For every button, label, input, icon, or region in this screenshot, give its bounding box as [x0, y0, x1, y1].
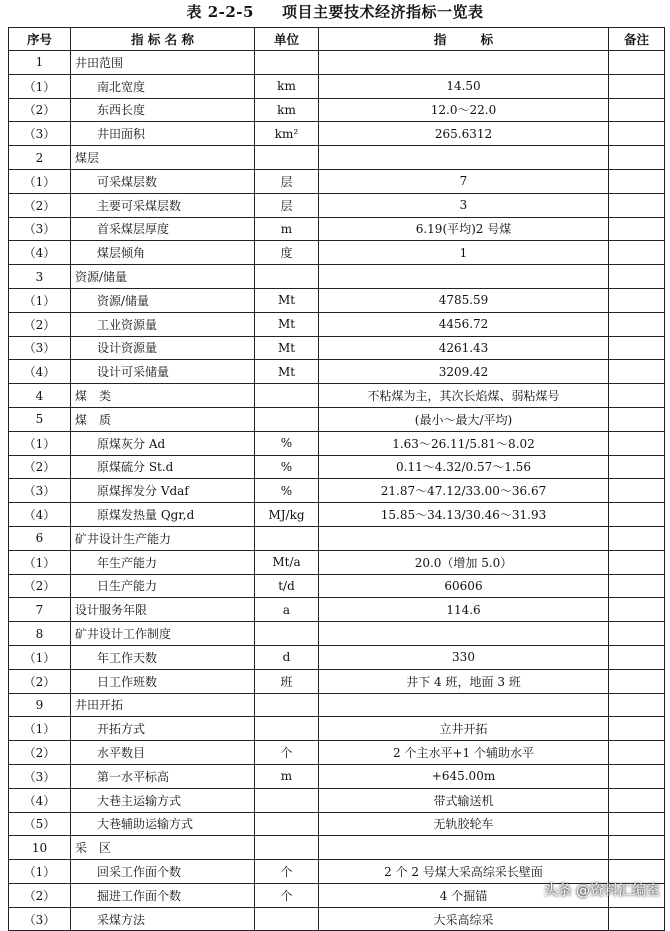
row-number: 3: [9, 265, 71, 289]
row-value: 14.50: [319, 74, 609, 98]
row-unit: %: [255, 431, 319, 455]
row-number: （4）: [9, 503, 71, 527]
row-value: [319, 265, 609, 289]
row-number: （1）: [9, 288, 71, 312]
row-remark: [609, 241, 665, 265]
row-value: 114.6: [319, 598, 609, 622]
row-number: 1: [9, 51, 71, 75]
row-value: +645.00m: [319, 764, 609, 788]
row-remark: [609, 741, 665, 765]
row-number: 6: [9, 526, 71, 550]
table-row: [9, 122, 665, 146]
table-row: [9, 550, 665, 574]
row-unit: Mt/a: [255, 550, 319, 574]
row-name: 开拓方式: [71, 717, 255, 741]
row-unit: [255, 622, 319, 646]
row-number: （2）: [9, 669, 71, 693]
row-name: 第一水平标高: [71, 764, 255, 788]
row-name: 南北宽度: [71, 74, 255, 98]
table-number: 表 2-2-5: [186, 3, 254, 21]
table-row: [9, 812, 665, 836]
row-remark: [609, 431, 665, 455]
row-remark: [609, 146, 665, 170]
row-number: （4）: [9, 788, 71, 812]
row-remark: [609, 360, 665, 384]
row-remark: [609, 51, 665, 75]
table-row: [9, 169, 665, 193]
row-value: 3: [319, 193, 609, 217]
row-value: 12.0～22.0: [319, 98, 609, 122]
row-value: 4261.43: [319, 336, 609, 360]
row-name: 大巷辅助运输方式: [71, 812, 255, 836]
row-unit: 个: [255, 883, 319, 907]
row-number: （3）: [9, 764, 71, 788]
row-remark: [609, 455, 665, 479]
row-name: 原煤硫分 St.d: [71, 455, 255, 479]
table-row: [9, 312, 665, 336]
row-number: 4: [9, 384, 71, 408]
row-value: 15.85～34.13/30.46～31.93: [319, 503, 609, 527]
row-value: [319, 622, 609, 646]
row-unit: Mt: [255, 312, 319, 336]
header-row: [9, 28, 665, 51]
row-name: 井田范围: [71, 51, 255, 75]
row-unit: 层: [255, 169, 319, 193]
row-name: 年工作天数: [71, 645, 255, 669]
table-row: [9, 265, 665, 289]
row-number: （5）: [9, 812, 71, 836]
table-row: [9, 360, 665, 384]
row-name: 日生产能力: [71, 574, 255, 598]
row-name: 原煤灰分 Ad: [71, 431, 255, 455]
row-number: （1）: [9, 717, 71, 741]
table-row: [9, 74, 665, 98]
row-name: 工业资源量: [71, 312, 255, 336]
row-value: 大采高综采: [319, 907, 609, 931]
row-unit: Mt: [255, 288, 319, 312]
row-number: （4）: [9, 360, 71, 384]
row-value: 3209.42: [319, 360, 609, 384]
row-remark: [609, 193, 665, 217]
row-remark: [609, 407, 665, 431]
table-row: [9, 431, 665, 455]
row-unit: [255, 51, 319, 75]
row-remark: [609, 503, 665, 527]
row-number: （1）: [9, 431, 71, 455]
row-unit: [255, 717, 319, 741]
row-value: 井下 4 班，地面 3 班: [319, 669, 609, 693]
row-unit: d: [255, 645, 319, 669]
row-unit: 个: [255, 741, 319, 765]
row-name: 东西长度: [71, 98, 255, 122]
row-remark: [609, 526, 665, 550]
table-title: [0, 0, 670, 24]
row-unit: t/d: [255, 574, 319, 598]
row-number: （3）: [9, 907, 71, 931]
table-row: [9, 146, 665, 170]
row-number: 5: [9, 407, 71, 431]
row-remark: [609, 907, 665, 931]
row-value: 21.87～47.12/33.00～36.67: [319, 479, 609, 503]
header-value: 指 标: [319, 28, 609, 51]
row-value: 1: [319, 241, 609, 265]
row-number: 2: [9, 146, 71, 170]
row-value: 带式输送机: [319, 788, 609, 812]
table-row: [9, 788, 665, 812]
row-value: 6.19(平均)2 号煤: [319, 217, 609, 241]
row-unit: [255, 526, 319, 550]
row-unit: 班: [255, 669, 319, 693]
row-number: （1）: [9, 550, 71, 574]
row-name: 首采煤层厚度: [71, 217, 255, 241]
row-value: 2 个主水平+1 个辅助水平: [319, 741, 609, 765]
table-row: [9, 503, 665, 527]
row-remark: [609, 288, 665, 312]
table-row: [9, 741, 665, 765]
row-remark: [609, 384, 665, 408]
row-value: [319, 51, 609, 75]
table-row: [9, 764, 665, 788]
row-remark: [609, 764, 665, 788]
row-name: 可采煤层数: [71, 169, 255, 193]
row-remark: [609, 669, 665, 693]
watermark: 头条 @资料汇编室: [543, 883, 660, 899]
row-number: （2）: [9, 741, 71, 765]
row-remark: [609, 812, 665, 836]
row-unit: [255, 693, 319, 717]
row-unit: %: [255, 455, 319, 479]
row-value: 4785.59: [319, 288, 609, 312]
row-number: （3）: [9, 336, 71, 360]
row-remark: [609, 217, 665, 241]
row-number: （3）: [9, 217, 71, 241]
row-number: 10: [9, 836, 71, 860]
table-body: [9, 51, 665, 931]
table-row: [9, 98, 665, 122]
row-value: 无轨胶轮车: [319, 812, 609, 836]
table-row: [9, 645, 665, 669]
row-value: [319, 836, 609, 860]
row-unit: km: [255, 98, 319, 122]
row-name: 煤层: [71, 146, 255, 170]
row-value: 立井开拓: [319, 717, 609, 741]
table-row: [9, 51, 665, 75]
row-number: （2）: [9, 574, 71, 598]
row-value: 60606: [319, 574, 609, 598]
row-name: 资源/储量: [71, 265, 255, 289]
row-unit: [255, 788, 319, 812]
row-number: （4）: [9, 241, 71, 265]
row-name: 资源/储量: [71, 288, 255, 312]
row-value: 4456.72: [319, 312, 609, 336]
row-value: 265.6312: [319, 122, 609, 146]
row-name: 采 区: [71, 836, 255, 860]
row-value: [319, 526, 609, 550]
row-value: 0.11～4.32/0.57～1.56: [319, 455, 609, 479]
row-name: 回采工作面个数: [71, 860, 255, 884]
table-row: [9, 193, 665, 217]
row-unit: 层: [255, 193, 319, 217]
row-value: 330: [319, 645, 609, 669]
table-caption: 项目主要技术经济指标一览表: [281, 3, 484, 21]
table-row: [9, 407, 665, 431]
row-remark: [609, 169, 665, 193]
row-value: 4 个掘锚: [319, 883, 609, 907]
table-row: [9, 241, 665, 265]
table-row: [9, 717, 665, 741]
header-remark: 备注: [609, 28, 665, 51]
row-remark: [609, 598, 665, 622]
row-remark: [609, 717, 665, 741]
row-unit: m: [255, 217, 319, 241]
row-number: （2）: [9, 455, 71, 479]
table-row: [9, 384, 665, 408]
row-name: 设计服务年限: [71, 598, 255, 622]
table-row: [9, 479, 665, 503]
row-value: [319, 693, 609, 717]
table-row: [9, 217, 665, 241]
row-name: 煤 质: [71, 407, 255, 431]
row-unit: km²: [255, 122, 319, 146]
table-row: [9, 526, 665, 550]
row-remark: [609, 336, 665, 360]
row-unit: %: [255, 479, 319, 503]
table-row: [9, 574, 665, 598]
row-value: 7: [319, 169, 609, 193]
table-row: [9, 907, 665, 931]
row-number: （1）: [9, 860, 71, 884]
row-number: （1）: [9, 74, 71, 98]
table-row: [9, 693, 665, 717]
row-remark: [609, 788, 665, 812]
row-number: （3）: [9, 479, 71, 503]
row-unit: Mt: [255, 336, 319, 360]
row-number: （3）: [9, 122, 71, 146]
row-unit: [255, 384, 319, 408]
row-unit: 个: [255, 860, 319, 884]
row-name: 原煤挥发分 Vdaf: [71, 479, 255, 503]
row-name: 年生产能力: [71, 550, 255, 574]
row-value: (最小～最大/平均): [319, 407, 609, 431]
row-unit: m: [255, 764, 319, 788]
row-name: 矿井设计生产能力: [71, 526, 255, 550]
row-remark: [609, 312, 665, 336]
row-remark: [609, 693, 665, 717]
row-number: （1）: [9, 645, 71, 669]
header-no: 序号: [9, 28, 71, 51]
table-row: [9, 336, 665, 360]
header-name: 指 标 名 称: [71, 28, 255, 51]
row-number: （2）: [9, 312, 71, 336]
row-unit: [255, 907, 319, 931]
row-name: 井田开拓: [71, 693, 255, 717]
row-number: （1）: [9, 169, 71, 193]
row-remark: [609, 836, 665, 860]
row-unit: [255, 407, 319, 431]
row-name: 掘进工作面个数: [71, 883, 255, 907]
row-value: 20.0（增加 5.0）: [319, 550, 609, 574]
row-number: 7: [9, 598, 71, 622]
row-remark: [609, 265, 665, 289]
row-name: 煤层倾角: [71, 241, 255, 265]
row-unit: [255, 836, 319, 860]
row-number: 8: [9, 622, 71, 646]
row-name: 矿井设计工作制度: [71, 622, 255, 646]
row-name: 水平数目: [71, 741, 255, 765]
table-row: [9, 836, 665, 860]
row-name: 原煤发热量 Qgr,d: [71, 503, 255, 527]
row-number: （2）: [9, 98, 71, 122]
row-remark: [609, 645, 665, 669]
row-name: 井田面积: [71, 122, 255, 146]
row-remark: [609, 479, 665, 503]
row-unit: [255, 146, 319, 170]
row-number: （2）: [9, 193, 71, 217]
table-row: [9, 455, 665, 479]
row-unit: a: [255, 598, 319, 622]
row-remark: [609, 98, 665, 122]
row-unit: [255, 812, 319, 836]
row-name: 日工作班数: [71, 669, 255, 693]
row-remark: [609, 122, 665, 146]
row-unit: 度: [255, 241, 319, 265]
row-name: 主要可采煤层数: [71, 193, 255, 217]
row-value: 2 个 2 号煤大采高综采长壁面: [319, 860, 609, 884]
row-value: 1.63～26.11/5.81～8.02: [319, 431, 609, 455]
row-value: [319, 146, 609, 170]
table-row: [9, 288, 665, 312]
row-name: 大巷主运输方式: [71, 788, 255, 812]
table-row: [9, 622, 665, 646]
row-remark: [609, 574, 665, 598]
row-name: 设计可采储量: [71, 360, 255, 384]
row-name: 煤 类: [71, 384, 255, 408]
row-number: 9: [9, 693, 71, 717]
row-unit: [255, 265, 319, 289]
row-name: 采煤方法: [71, 907, 255, 931]
row-unit: Mt: [255, 360, 319, 384]
row-unit: km: [255, 74, 319, 98]
header-unit: 单位: [255, 28, 319, 51]
table-row: [9, 669, 665, 693]
row-name: 设计资源量: [71, 336, 255, 360]
row-remark: [609, 622, 665, 646]
row-remark: [609, 550, 665, 574]
row-number: （2）: [9, 883, 71, 907]
row-unit: MJ/kg: [255, 503, 319, 527]
table-row: [9, 598, 665, 622]
row-value: 不粘煤为主，其次长焰煤、弱粘煤号: [319, 384, 609, 408]
row-remark: [609, 74, 665, 98]
indicator-table: [8, 27, 665, 931]
